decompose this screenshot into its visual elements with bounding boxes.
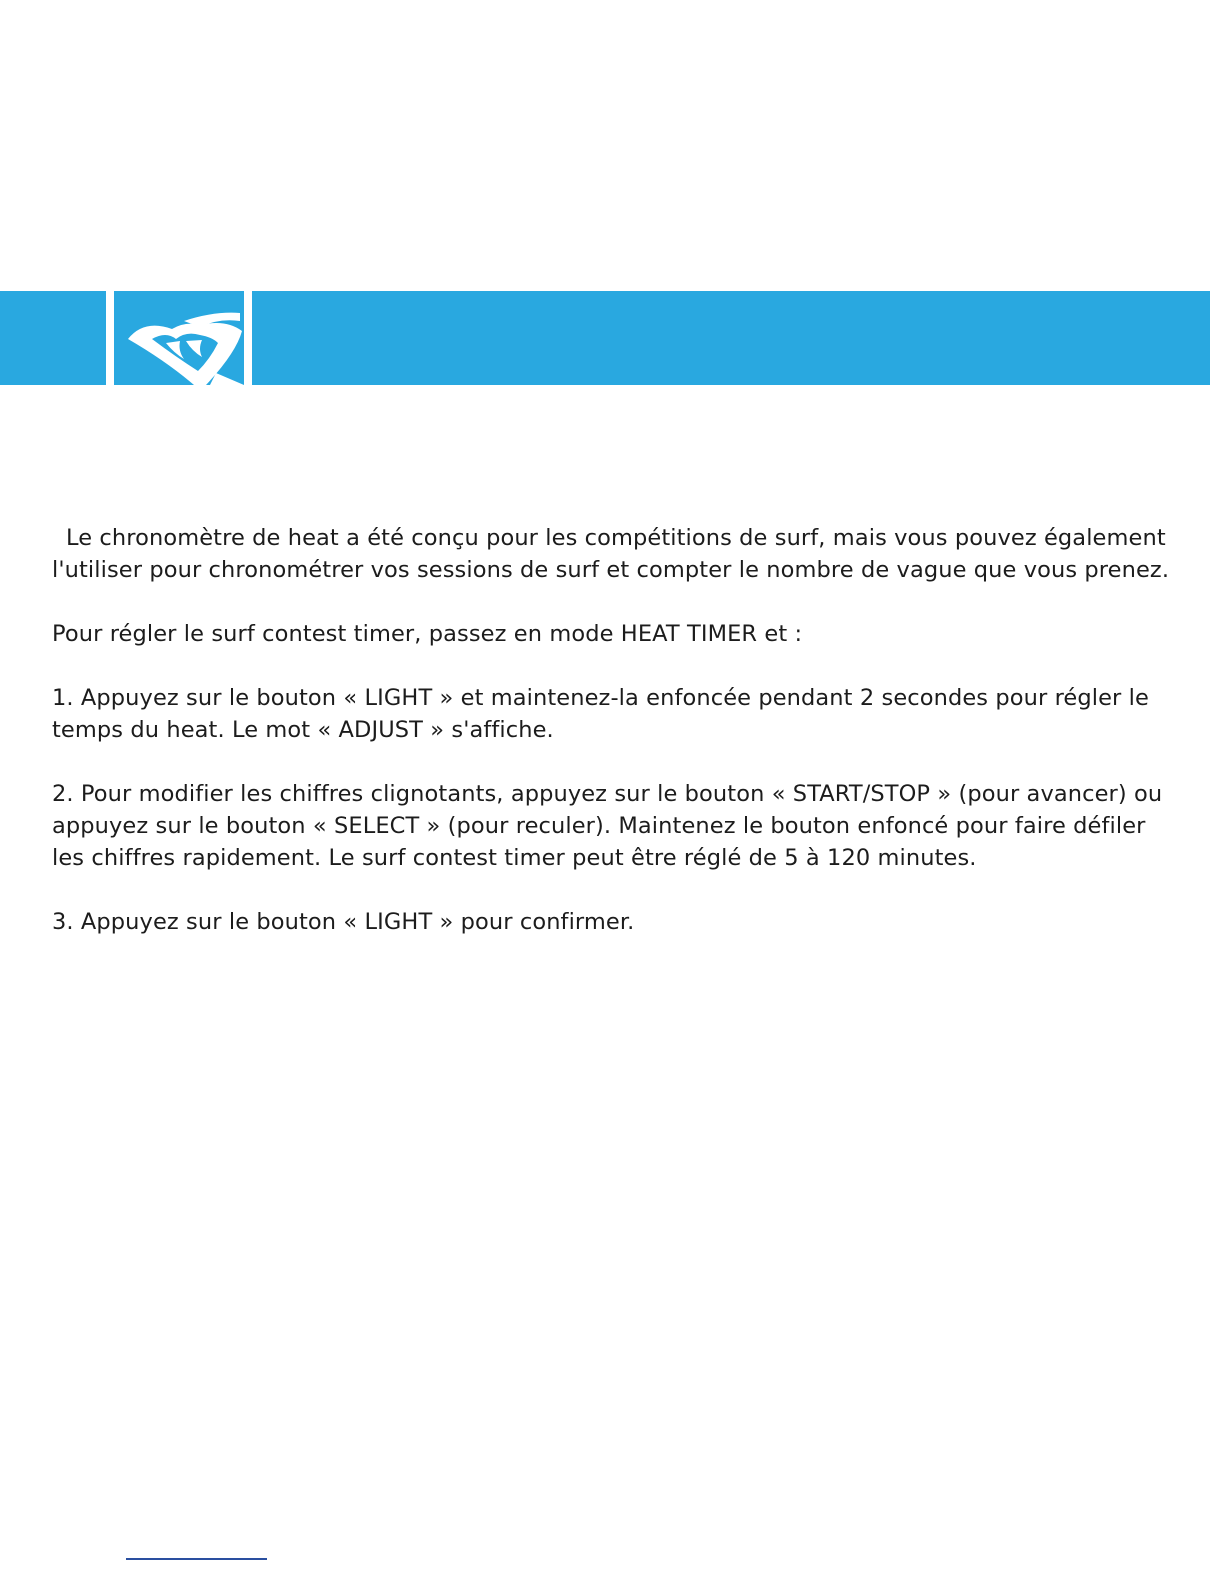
header-band-left bbox=[0, 291, 106, 385]
step-1: 1. Appuyez sur le bouton « LIGHT » et maintenez-la enfoncée pendant 2 secondes pour régler le temps du heat. Le mot « ADJUST » s'affiche. bbox=[52, 685, 1149, 743]
intro-paragraph: Le chronomètre de heat a été conçu pour les compétitions de surf, mais vous pouvez également l'utiliser pour chronométrer vos sessions de surf et compter le nombre de vague que vous prenez. bbox=[52, 525, 1170, 583]
roxy-heart-logo-icon bbox=[114, 291, 244, 385]
step-3: 3. Appuyez sur le bouton « LIGHT » pour confirmer. bbox=[52, 909, 635, 935]
header-logo-panel bbox=[114, 291, 244, 385]
lead-paragraph: Pour régler le surf contest timer, passez en mode HEAT TIMER et : bbox=[52, 621, 803, 647]
footer-divider bbox=[126, 1558, 267, 1560]
header-band-right bbox=[252, 291, 1210, 385]
instructions-body bbox=[52, 522, 1182, 970]
step-2: 2. Pour modifier les chiffres clignotants, appuyez sur le bouton « START/STOP » (pour avancer) ou appuyez sur le bouton « SELECT » (pour reculer). Maintenez le bouton enfoncé pour faire défiler les chiffres rapidement. Le surf contest timer peut être réglé de 5 à 120 minutes. bbox=[52, 781, 1163, 871]
